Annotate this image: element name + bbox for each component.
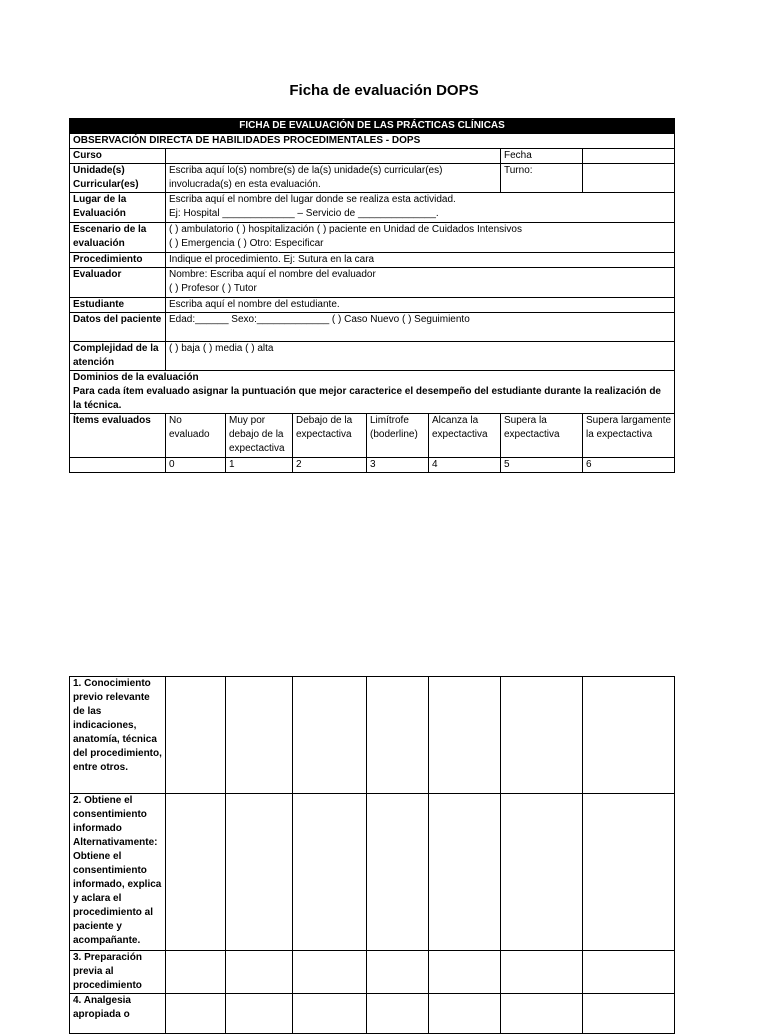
procedimiento-field[interactable]: Indique el procedimiento. Ej: Sutura en la cara (166, 253, 675, 268)
score-cell[interactable] (166, 951, 226, 994)
curso-field[interactable] (166, 149, 501, 164)
unidad-field[interactable]: Escriba aquí lo(s) nombre(s) de la(s) unidade(s) curricular(es) involucrada(s) en esta evaluación. (166, 164, 501, 193)
items-table (69, 676, 675, 1034)
form-subheader: OBSERVACIÓN DIRECTA DE HABILIDADES PROCEDIMENTALES - DOPS (70, 134, 675, 149)
escenario-field[interactable] (166, 223, 675, 253)
score-cell[interactable] (367, 994, 429, 1034)
score-cell[interactable] (429, 794, 501, 951)
scale-score-6: 6 (583, 458, 675, 473)
scale-score-1: 1 (226, 458, 293, 473)
score-cell[interactable] (226, 677, 293, 794)
table-row (70, 994, 675, 1034)
score-cell[interactable] (367, 794, 429, 951)
lugar-label: Lugar de la Evaluación (70, 193, 166, 223)
fecha-field[interactable] (583, 149, 675, 164)
evaluador-label: Evaluador (70, 268, 166, 298)
score-cell[interactable] (501, 951, 583, 994)
score-cell[interactable] (583, 677, 675, 794)
score-cell[interactable] (293, 794, 367, 951)
item-label-4: 4. Analgesia apropiada o (70, 994, 166, 1034)
scale-score-2: 2 (293, 458, 367, 473)
score-cell[interactable] (429, 951, 501, 994)
evaluador-line-2: ( ) Profesor ( ) Tutor (169, 283, 257, 294)
score-cell[interactable] (501, 994, 583, 1034)
score-cell[interactable] (367, 951, 429, 994)
scale-score-5: 5 (501, 458, 583, 473)
scale-score-3: 3 (367, 458, 429, 473)
dominios-title: Dominios de la evaluación (73, 372, 199, 383)
estudiante-label: Estudiante (70, 298, 166, 313)
score-cell[interactable] (583, 994, 675, 1034)
page-title: Ficha de evaluación DOPS (289, 82, 479, 99)
turno-label: Turno: (501, 164, 583, 193)
lugar-line-2: Ej: Hospital _____________ – Servicio de ______________. (169, 208, 439, 219)
scale-score-4: 4 (429, 458, 501, 473)
score-cell[interactable] (226, 951, 293, 994)
score-cell[interactable] (293, 951, 367, 994)
score-cell[interactable] (429, 994, 501, 1034)
lugar-line-1: Escriba aquí el nombre del lugar donde se realiza esta actividad. (169, 194, 456, 205)
form-header: FICHA DE EVALUACIÓN DE LAS PRÁCTICAS CLÍNICAS (70, 119, 675, 134)
lugar-field[interactable] (166, 193, 675, 223)
item-label-2: 2. Obtiene el consentimiento informado Alternativamente: Obtiene el consentimiento informado, explica y aclara el procedimiento al paciente y acompañante. (70, 794, 166, 951)
scale-score-0: 0 (166, 458, 226, 473)
score-cell[interactable] (429, 677, 501, 794)
scale-label-4: Alcanza la expectactiva (429, 414, 501, 458)
scale-label-1: Muy por debajo de la expectactiva (226, 414, 293, 458)
complejidad-label: Complejidad de la atención (70, 342, 166, 371)
fecha-label: Fecha (501, 149, 583, 164)
score-cell[interactable] (501, 677, 583, 794)
score-cell[interactable] (226, 994, 293, 1034)
unidad-label: Unidade(s) Curricular(es) (70, 164, 166, 193)
escenario-line-1: ( ) ambulatorio ( ) hospitalización ( ) paciente en Unidad de Cuidados Intensivos (169, 224, 522, 235)
turno-field[interactable] (583, 164, 675, 193)
score-cell[interactable] (166, 994, 226, 1034)
table-row (70, 951, 675, 994)
score-row-blank (70, 458, 166, 473)
dominios-cell (70, 371, 675, 414)
score-cell[interactable] (293, 677, 367, 794)
escenario-line-2: ( ) Emergencia ( ) Otro: Especificar (169, 238, 324, 249)
evaluation-form-table (69, 118, 675, 473)
item-label-3: 3. Preparación previa al procedimiento (70, 951, 166, 994)
table-row (70, 677, 675, 794)
scale-label-0: No evaluado (166, 414, 226, 458)
score-cell[interactable] (583, 951, 675, 994)
scale-label-3: Limítrofe (boderline) (367, 414, 429, 458)
estudiante-field[interactable]: Escriba aquí el nombre del estudiante. (166, 298, 675, 313)
procedimiento-label: Procedimiento (70, 253, 166, 268)
score-cell[interactable] (367, 677, 429, 794)
datos-label: Datos del paciente (70, 313, 166, 342)
score-cell[interactable] (501, 794, 583, 951)
evaluador-field[interactable] (166, 268, 675, 298)
scale-label-6: Supera largamente la expectactiva (583, 414, 675, 458)
complejidad-field[interactable]: ( ) baja ( ) media ( ) alta (166, 342, 675, 371)
dominios-text: Para cada ítem evaluado asignar la puntuación que mejor caracterice el desempeño del estudiante durante la realización de la técnica. (73, 386, 661, 411)
items-label: Ítems evaluados (70, 414, 166, 458)
score-cell[interactable] (166, 677, 226, 794)
evaluador-line-1: Nombre: Escriba aquí el nombre del evaluador (169, 269, 376, 280)
score-cell[interactable] (293, 994, 367, 1034)
item-label-1: 1. Conocimiento previo relevante de las indicaciones, anatomía, técnica del procedimiento, entre otros. (70, 677, 166, 794)
score-cell[interactable] (166, 794, 226, 951)
curso-label: Curso (70, 149, 166, 164)
score-cell[interactable] (583, 794, 675, 951)
score-cell[interactable] (226, 794, 293, 951)
datos-field[interactable]: Edad:______ Sexo:_____________ ( ) Caso Nuevo ( ) Seguimiento (166, 313, 675, 342)
escenario-label: Escenario de la evaluación (70, 223, 166, 253)
scale-label-5: Supera la expectactiva (501, 414, 583, 458)
table-row (70, 794, 675, 951)
scale-label-2: Debajo de la expectactiva (293, 414, 367, 458)
